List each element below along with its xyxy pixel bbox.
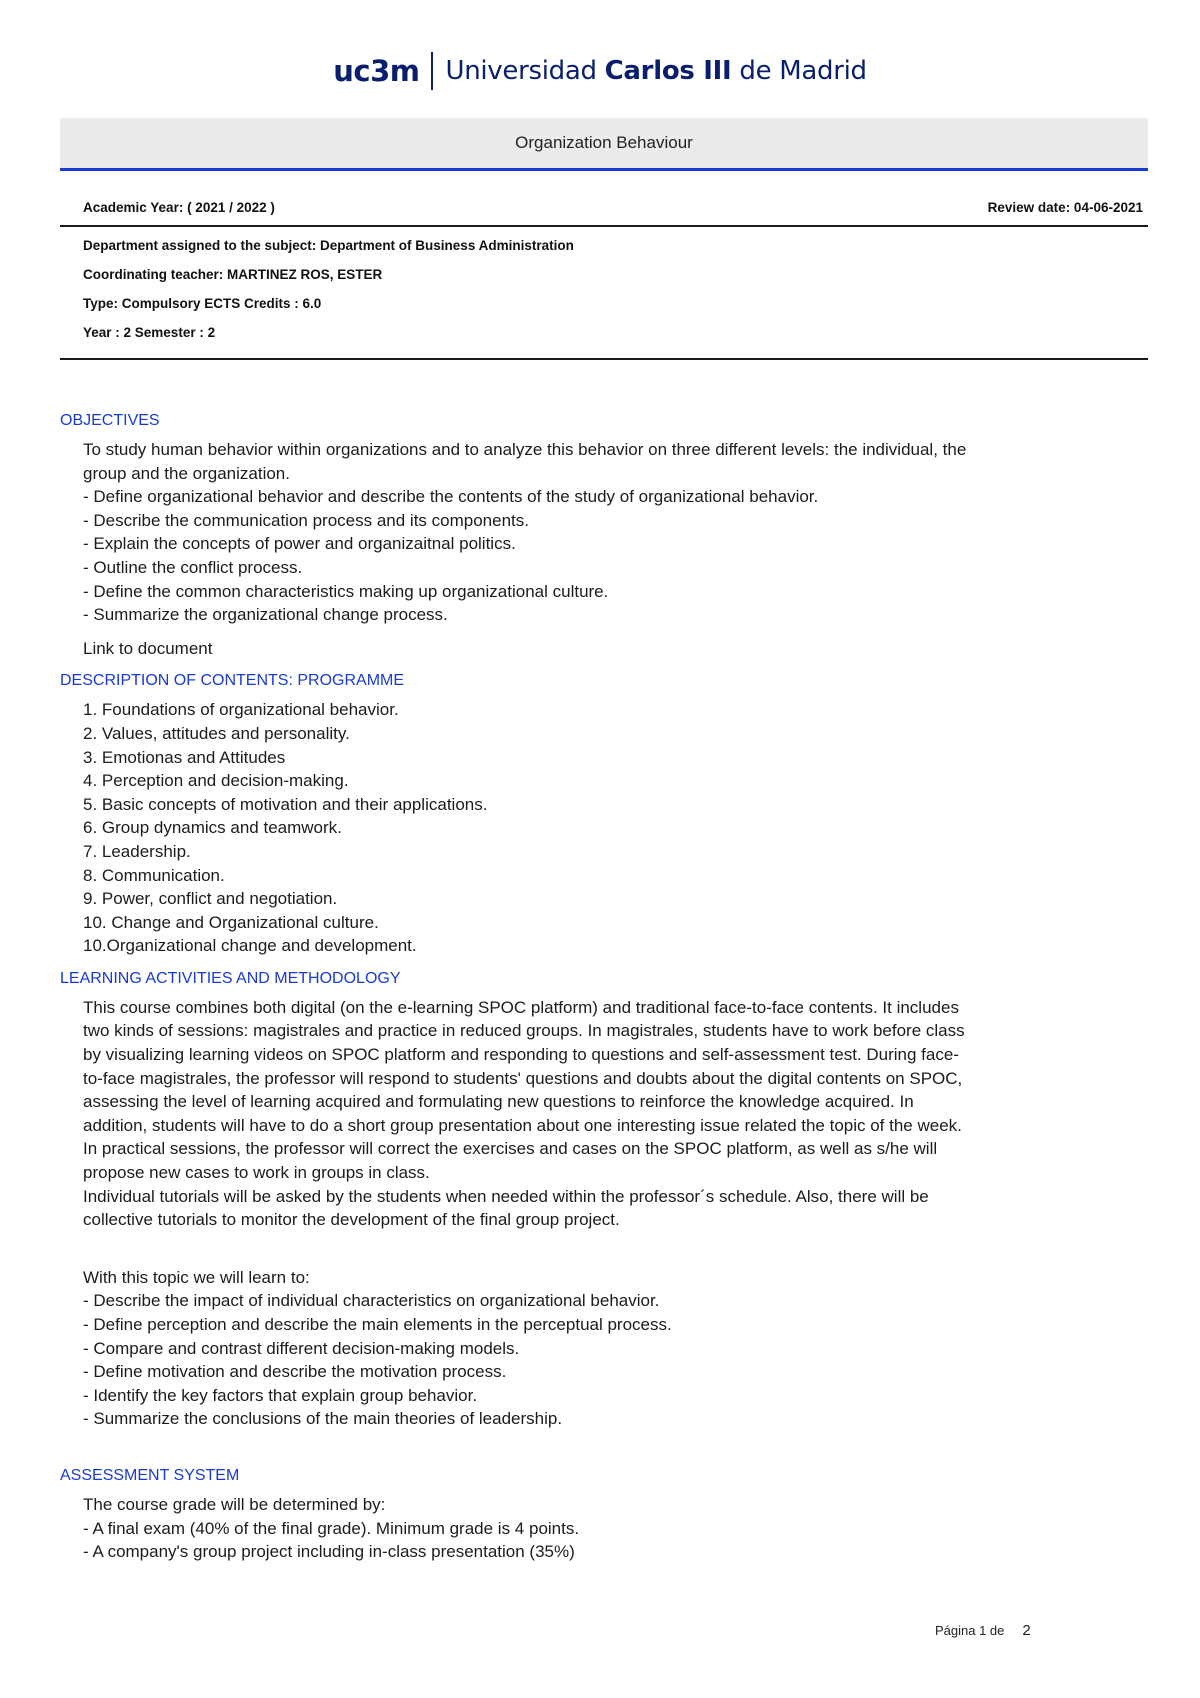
course-title-bar (60, 118, 1148, 171)
review-date: Review date: 04-06-2021 (987, 200, 1143, 215)
methodology-heading: LEARNING ACTIVITIES AND METHODOLOGY (60, 969, 401, 987)
objectives-line: - Describe the communication process and its components. (83, 510, 529, 530)
list-item: 10.Organizational change and development. (83, 936, 417, 956)
university-logo (0, 52, 1200, 90)
objectives-body (60, 438, 1150, 660)
methodology-line: propose new cases to work in groups in class. (83, 1163, 430, 1183)
objectives-line: - Define organizational behavior and describe the contents of the study of organizational behavior. (83, 487, 819, 507)
list-item: 9. Power, conflict and negotiation. (83, 889, 338, 909)
spacer (83, 1256, 1150, 1266)
page-total: 2 (1022, 1622, 1031, 1639)
objectives-line: - Outline the conflict process. (83, 557, 303, 577)
spacer (60, 660, 1150, 670)
methodology-line: This course combines both digital (on the e-learning SPOC platform) and traditional face-to-face contents. It includes (83, 997, 959, 1017)
meta-divider-top (60, 225, 1148, 227)
meta-details (83, 236, 574, 352)
assessment-body (60, 1493, 1150, 1564)
logo-text (445, 56, 866, 86)
list-item: 8. Communication. (83, 865, 225, 885)
meta-top-row (83, 200, 1143, 220)
objectives-line: - Define the common characteristics making up organizational culture. (83, 581, 609, 601)
list-item: 6. Group dynamics and teamwork. (83, 818, 342, 838)
page-label: Página 1 de (935, 1623, 1005, 1638)
spacer (83, 1232, 1150, 1256)
list-item: 10. Change and Organizational culture. (83, 912, 379, 932)
document-content (60, 410, 1150, 1564)
objectives-line: - Summarize the organizational change process. (83, 605, 448, 625)
logo-separator (431, 52, 433, 90)
methodology-line: by visualizing learning videos on SPOC platform and responding to questions and self-assessment test. During face- (83, 1045, 959, 1065)
methodology-body (60, 996, 1150, 1431)
methodology-line: assessing the level of learning acquired and formulating new questions to reinforce the knowledge acquired. In (83, 1092, 914, 1112)
learn-line: - Define motivation and describe the motivation process. (83, 1362, 507, 1382)
department-line: Department assigned to the subject: Department of Business Administration (83, 238, 574, 253)
assessment-line: - A company's group project including in-class presentation (35%) (83, 1542, 575, 1562)
year-semester-line: Year : 2 Semester : 2 (83, 325, 216, 340)
learn-line: - Define perception and describe the main elements in the perceptual process. (83, 1315, 672, 1334)
logo-text-post: de Madrid (731, 56, 867, 86)
contents-heading: DESCRIPTION OF CONTENTS: PROGRAMME (60, 672, 405, 690)
list-item: 4. Perception and decision-making. (83, 771, 349, 791)
spacer (60, 1455, 1150, 1465)
methodology-line: two kinds of sessions: magistrales and practice in reduced groups. In magistrales, students have to work before class (83, 1021, 965, 1041)
learn-line: - Compare and contrast different decision-making models. (83, 1338, 520, 1358)
meta-divider-bottom (60, 358, 1148, 360)
methodology-line: collective tutorials to monitor the development of the final group project. (83, 1210, 620, 1230)
contents-list (60, 698, 1150, 958)
list-item: 7. Leadership. (83, 841, 191, 861)
objectives-line: - Explain the concepts of power and organizaitnal politics. (83, 534, 516, 554)
assessment-heading: ASSESSMENT SYSTEM (60, 1466, 240, 1484)
list-item: 1. Foundations of organizational behavior. (83, 700, 399, 720)
logo-mark: uc3m (333, 54, 420, 88)
objectives-line: group and the organization. (83, 463, 290, 483)
academic-year: Academic Year: ( 2021 / 2022 ) (83, 200, 275, 215)
spacer (83, 627, 1150, 637)
assessment-line: - A final exam (40% of the final grade). Minimum grade is 4 points. (83, 1518, 580, 1538)
type-line: Type: Compulsory ECTS Credits : 6.0 (83, 296, 322, 311)
objectives-line: To study human behavior within organizations and to analyze this behavior on three different levels: the individual, the (83, 440, 967, 459)
logo-text-pre: Universidad (445, 56, 605, 86)
assessment-line: The course grade will be determined by: (83, 1494, 386, 1514)
course-title: Organization Behaviour (515, 133, 693, 152)
spacer (60, 958, 1150, 968)
methodology-line: to-face magistrales, the professor will respond to students' questions and doubts about the digital contents on SPOC, (83, 1068, 963, 1088)
learn-line: With this topic we will learn to: (83, 1267, 310, 1287)
methodology-line: Individual tutorials will be asked by the students when needed within the professor´s schedule. Also, there will be (83, 1186, 929, 1206)
spacer (60, 1431, 1150, 1455)
learn-line: - Identify the key factors that explain group behavior. (83, 1385, 478, 1405)
list-item: 3. Emotionas and Attitudes (83, 747, 286, 767)
document-link[interactable]: Link to document (83, 638, 213, 658)
learn-line: - Summarize the conclusions of the main theories of leadership. (83, 1409, 563, 1429)
logo-text-bold: Carlos III (604, 56, 732, 86)
methodology-line: In practical sessions, the professor will correct the exercises and cases on the SPOC platform, as well as s/he will (83, 1139, 938, 1159)
page-footer (935, 1622, 1031, 1639)
learn-line: - Describe the impact of individual characteristics on organizational behavior. (83, 1291, 660, 1311)
list-item: 2. Values, attitudes and personality. (83, 723, 350, 743)
methodology-line: addition, students will have to do a short group presentation about one interesting issue related the topic of the week. (83, 1115, 962, 1135)
coordinator-line: Coordinating teacher: MARTINEZ ROS, ESTER (83, 267, 383, 282)
list-item: 5. Basic concepts of motivation and their applications. (83, 794, 488, 814)
objectives-heading: OBJECTIVES (60, 412, 160, 429)
